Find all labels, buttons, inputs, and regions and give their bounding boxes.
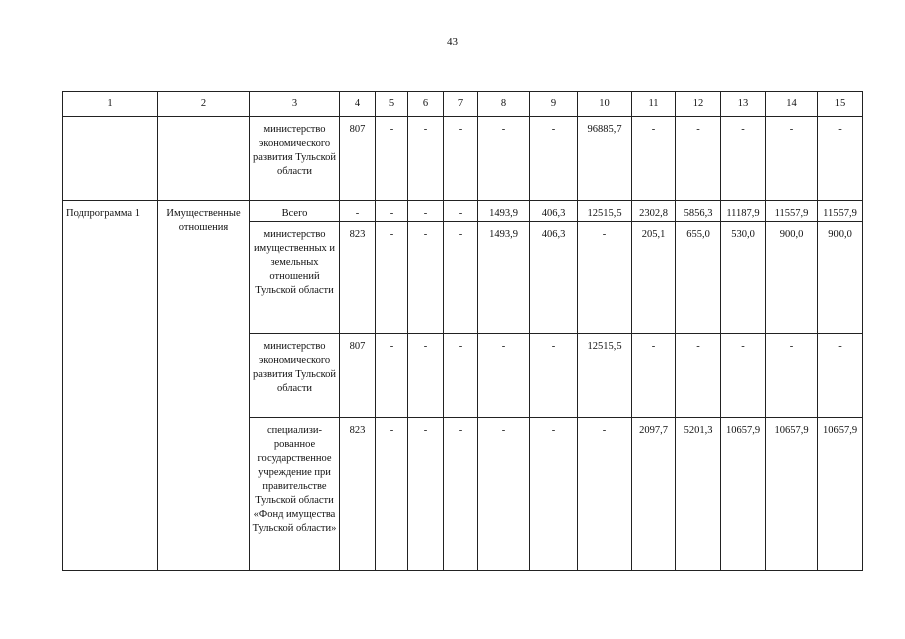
value-cell: - [478,334,530,418]
empty-cell [63,117,158,201]
value-cell: - [340,201,376,222]
value-cell: - [530,418,578,571]
value-cell: 12515,5 [578,201,632,222]
value-cell: 10657,9 [766,418,818,571]
value-cell: 5201,3 [676,418,721,571]
budget-table [62,91,863,571]
value-cell: 11187,9 [721,201,766,222]
value-cell: - [444,201,478,222]
header-cell: 14 [766,92,818,117]
subprogram-title-cell: Имущественные отношения [158,201,250,571]
value-cell: - [766,117,818,201]
value-cell: - [766,334,818,418]
value-cell: - [408,222,444,334]
value-cell: - [376,334,408,418]
value-cell: - [478,117,530,201]
value-cell: - [408,117,444,201]
executor-cell: министерство экономического развития Тульской области [250,334,340,418]
value-cell: - [632,334,676,418]
value-cell: - [676,334,721,418]
value-cell: 900,0 [766,222,818,334]
header-cell: 5 [376,92,408,117]
executor-cell: Всего [250,201,340,222]
value-cell: - [578,222,632,334]
value-cell: 807 [340,334,376,418]
value-cell: 5856,3 [676,201,721,222]
header-cell: 13 [721,92,766,117]
value-cell: 530,0 [721,222,766,334]
header-cell: 15 [818,92,863,117]
executor-cell: министерство экономического развития Тульской области [250,117,340,201]
table-row [63,117,863,201]
header-cell: 11 [632,92,676,117]
value-cell: 1493,9 [478,222,530,334]
value-cell: 655,0 [676,222,721,334]
value-cell: - [444,222,478,334]
executor-cell: министерство имущественных и земельных отношений Тульской области [250,222,340,334]
value-cell: - [376,418,408,571]
value-cell: - [676,117,721,201]
header-cell: 6 [408,92,444,117]
subprogram-name-cell: Подпрограмма 1 [63,201,158,571]
value-cell: - [444,418,478,571]
value-cell: 12515,5 [578,334,632,418]
value-cell: - [408,201,444,222]
empty-cell [158,117,250,201]
value-cell: - [376,222,408,334]
header-cell: 1 [63,92,158,117]
value-cell: - [478,418,530,571]
value-cell: 2302,8 [632,201,676,222]
header-cell: 2 [158,92,250,117]
header-cell: 3 [250,92,340,117]
value-cell: - [444,117,478,201]
value-cell: 11557,9 [766,201,818,222]
value-cell: 96885,7 [578,117,632,201]
value-cell: - [408,334,444,418]
value-cell: 205,1 [632,222,676,334]
value-cell: 2097,7 [632,418,676,571]
header-cell: 10 [578,92,632,117]
executor-cell: специализи-рованное государственное учреждение при правительстве Тульской области «Фонд имущества Тульской области» [250,418,340,571]
value-cell: 406,3 [530,222,578,334]
value-cell: 10657,9 [818,418,863,571]
value-cell: - [632,117,676,201]
value-cell: 900,0 [818,222,863,334]
value-cell: - [376,201,408,222]
value-cell: - [376,117,408,201]
value-cell: 823 [340,222,376,334]
value-cell: 823 [340,418,376,571]
table-row [63,201,863,222]
value-cell: 10657,9 [721,418,766,571]
header-cell: 4 [340,92,376,117]
value-cell: - [530,117,578,201]
value-cell: - [530,334,578,418]
value-cell: - [721,334,766,418]
value-cell: 807 [340,117,376,201]
value-cell: - [578,418,632,571]
page-number: 43 [447,36,458,48]
value-cell: 406,3 [530,201,578,222]
value-cell: - [444,334,478,418]
header-cell: 12 [676,92,721,117]
header-cell: 7 [444,92,478,117]
header-cell: 9 [530,92,578,117]
value-cell: - [408,418,444,571]
table-header-row [63,92,863,117]
value-cell: - [818,334,863,418]
header-cell: 8 [478,92,530,117]
value-cell: - [818,117,863,201]
value-cell: 1493,9 [478,201,530,222]
value-cell: - [721,117,766,201]
value-cell: 11557,9 [818,201,863,222]
